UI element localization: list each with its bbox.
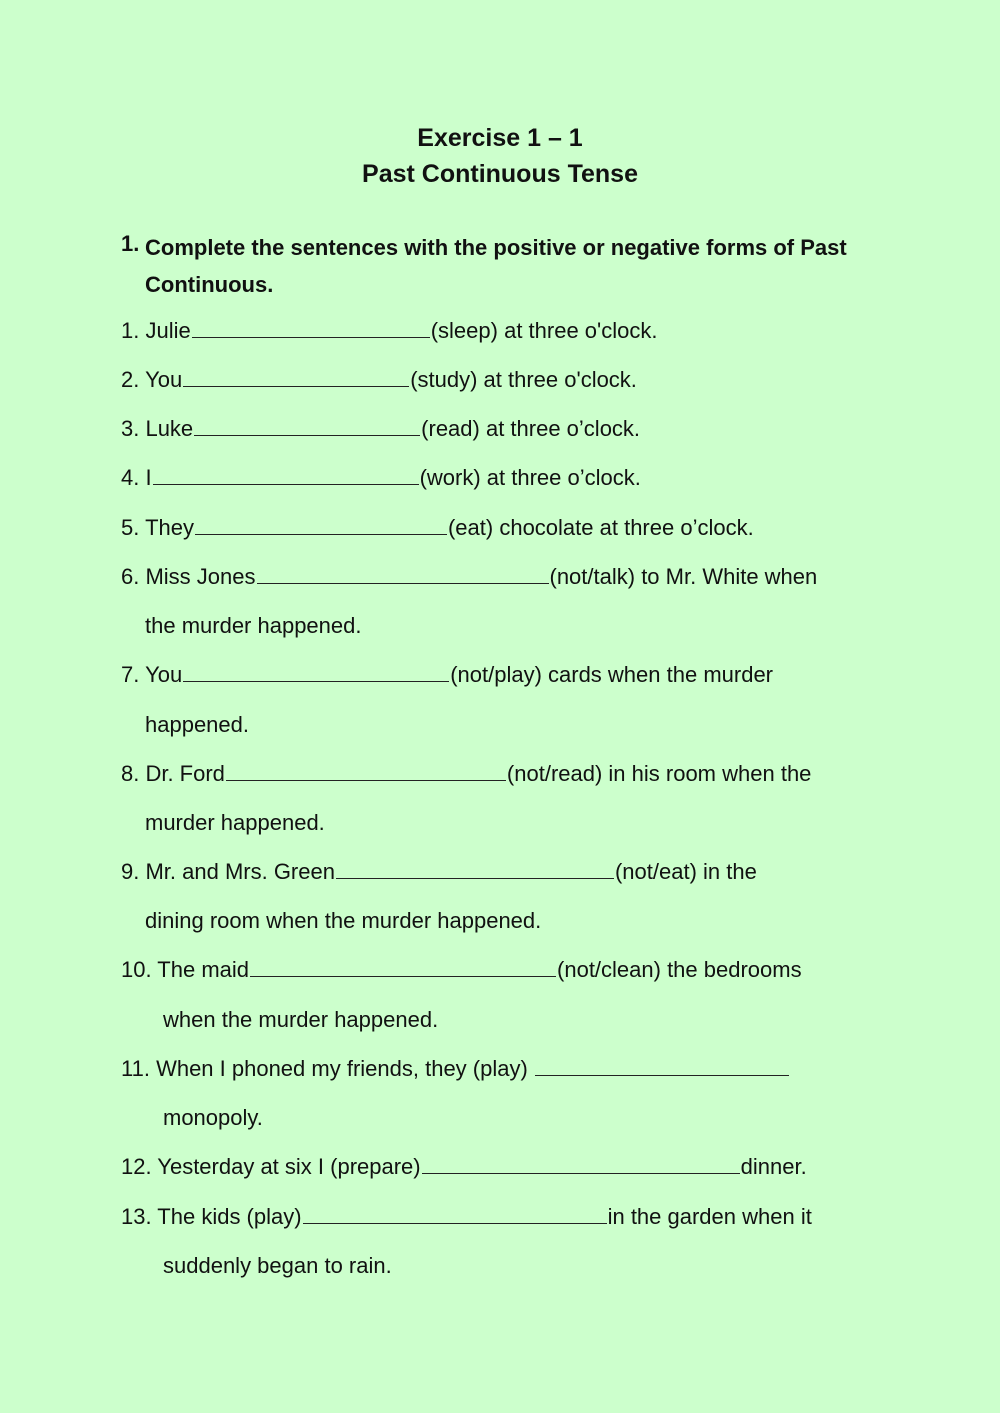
exercise-item-11-continuation: monopoly.: [163, 1105, 263, 1130]
item-prefix: 9. Mr. and Mrs. Green: [121, 859, 335, 884]
answer-blank[interactable]: [183, 368, 409, 387]
item-suffix: (not/clean) the bedrooms: [557, 957, 802, 982]
item-suffix: (work) at three o’clock.: [419, 465, 641, 490]
item-prefix: 6. Miss Jones: [121, 564, 256, 589]
item-prefix: 8. Dr. Ford: [121, 761, 225, 786]
exercise-item-8: [121, 761, 811, 787]
exercise-title: Exercise 1 – 1: [417, 124, 583, 152]
item-suffix: (not/talk) to Mr. White when: [549, 564, 818, 589]
exercise-item-9-continuation: dining room when the murder happened.: [145, 908, 542, 933]
answer-blank[interactable]: [195, 516, 447, 535]
item-suffix: in the garden when it: [607, 1204, 812, 1229]
item-prefix: 5. They: [121, 515, 194, 540]
exercise-item-6-continuation: the murder happened.: [145, 613, 362, 638]
exercise-item-12: [121, 1154, 807, 1180]
item-suffix: (sleep) at three o'clock.: [430, 318, 658, 343]
item-prefix: 7. You: [121, 662, 183, 687]
exercise-item-10-continuation: when the murder happened.: [163, 1007, 439, 1032]
answer-blank[interactable]: [192, 319, 430, 338]
item-prefix: 10. The maid: [121, 957, 250, 982]
exercise-item-10: [121, 957, 802, 983]
exercise-subtitle: Past Continuous Tense: [362, 160, 638, 188]
item-suffix: (not/eat) in the: [614, 859, 757, 884]
item-prefix: 11. When I phoned my friends, they (play): [121, 1056, 534, 1081]
exercise-item-13-continuation: suddenly began to rain.: [163, 1253, 392, 1278]
exercise-item-13: [121, 1204, 812, 1230]
item-prefix: 13. The kids (play): [121, 1204, 302, 1229]
item-suffix: (eat) chocolate at three o’clock.: [447, 515, 754, 540]
answer-blank[interactable]: [422, 1155, 740, 1174]
exercise-item-3: [121, 416, 640, 442]
item-prefix: 1. Julie: [121, 318, 191, 343]
exercise-item-9: [121, 859, 757, 885]
answer-blank[interactable]: [183, 663, 449, 682]
item-prefix: 2. You: [121, 367, 183, 392]
answer-blank[interactable]: [226, 762, 506, 781]
exercise-item-11: [121, 1056, 790, 1082]
exercise-item-7-continuation: happened.: [145, 712, 249, 737]
exercise-item-2: [121, 367, 637, 393]
exercise-item-5: [121, 515, 754, 541]
exercise-item-6: [121, 564, 817, 590]
item-suffix: (not/read) in his room when the: [506, 761, 812, 786]
answer-blank[interactable]: [153, 466, 419, 485]
item-prefix: 4. I: [121, 465, 152, 490]
item-suffix: (read) at three o’clock.: [421, 416, 641, 441]
exercise-item-4: [121, 465, 641, 491]
item-suffix: (study) at three o'clock.: [410, 367, 637, 392]
item-prefix: 12. Yesterday at six I (prepare): [121, 1154, 421, 1179]
answer-blank[interactable]: [250, 958, 556, 977]
exercise-item-8-continuation: murder happened.: [145, 810, 325, 835]
item-prefix: 3. Luke: [121, 416, 194, 441]
instruction-text: Complete the sentences with the positive or negative forms of Past Continuous.: [145, 235, 847, 297]
exercise-item-7: [121, 662, 773, 688]
answer-blank[interactable]: [336, 860, 614, 879]
item-suffix: (not/play) cards when the murder: [450, 662, 774, 687]
answer-blank[interactable]: [194, 417, 420, 436]
answer-blank[interactable]: [303, 1205, 607, 1224]
instruction-number: 1.: [121, 231, 140, 256]
exercise-item-1: [121, 318, 657, 344]
answer-blank[interactable]: [535, 1057, 789, 1076]
item-suffix: dinner.: [740, 1154, 807, 1179]
answer-blank[interactable]: [257, 565, 549, 584]
